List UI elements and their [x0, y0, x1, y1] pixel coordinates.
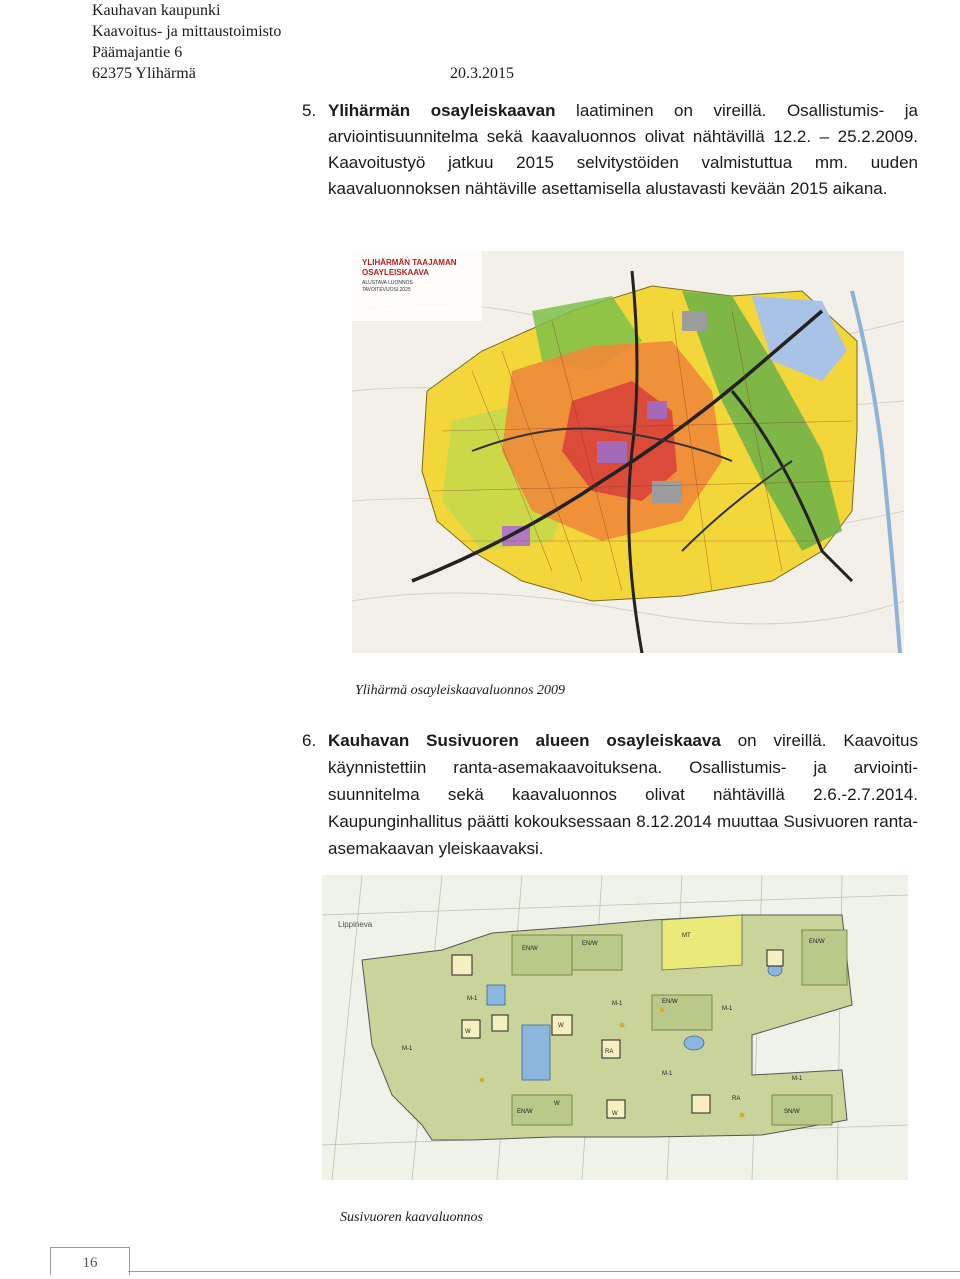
footer-rule: [128, 1271, 960, 1272]
map2-place-label: Lippineva: [338, 920, 373, 929]
yliharma-plan-map: [352, 251, 904, 653]
map1-title-line1: YLIHÄRMÄN TAAJAMAN: [362, 258, 457, 267]
document-date: 20.3.2015: [450, 65, 514, 82]
map2-zone-label: EN/W: [522, 946, 538, 952]
item-6-paragraph: [302, 727, 918, 862]
map2-zone-label: RA: [605, 1049, 614, 1055]
map2-zone-label: M-1: [402, 1046, 413, 1052]
map2-zone-label: W: [558, 1023, 564, 1029]
map2-zone-label: W: [612, 1111, 618, 1117]
map2-zone-label: MT: [682, 933, 691, 939]
map2-zone-label: M-1: [792, 1076, 803, 1082]
map2-zone-label: EN/W: [662, 999, 678, 1005]
map1-subtitle-2: TAVOITEVUOSI 2025: [362, 287, 411, 293]
department: Kaavoitus- ja mittaustoimisto: [92, 23, 282, 40]
letterhead: [92, 0, 514, 84]
map2-zone-label: EN/W: [582, 941, 598, 947]
city-address: 62375 Ylihärmä: [92, 65, 196, 82]
map2-zone-label: EN/W: [517, 1109, 533, 1115]
map2-zone-label: W: [554, 1101, 560, 1107]
map1-subtitle-1: ALUSTAVA LUONNOS: [362, 280, 413, 286]
org-name: Kauhavan kaupunki: [92, 2, 221, 19]
map2-zone-label: EN/W: [809, 939, 825, 945]
map2-zone-label: M-1: [612, 1001, 623, 1007]
item-6-number: 6.: [302, 731, 317, 750]
item-5-title: Ylihärmän osayleiskaavan: [328, 101, 556, 120]
item-5-number: 5.: [302, 101, 317, 120]
map2-zone-label: W: [465, 1029, 471, 1035]
map2-zone-label: SN/W: [784, 1109, 800, 1115]
page-number: 16: [50, 1247, 130, 1275]
susivuori-plan-map: [322, 875, 908, 1180]
item-5-paragraph: [302, 98, 918, 202]
item-5-text: laatiminen on vireillä. Osallistumis- ja arviointisuunnitelma sekä kaavaluonnos olivat nähtävillä 12.2. – 25.2.2009. Kaavoitustyö jatkuu 2015 selvitystöiden valmistuttua mm. uuden kaavaluonnoksen nähtäville asettamisella alustavasti kevään 2015 aikana.: [328, 101, 918, 198]
map2-zone-label: RA: [732, 1096, 741, 1102]
map1-title-line2: OSAYLEISKAAVA: [362, 268, 429, 277]
map2-zone-label: M-1: [662, 1071, 673, 1077]
street-address: Päämajantie 6: [92, 44, 183, 61]
map2-caption: Susivuoren kaavaluonnos: [340, 1210, 483, 1225]
item-6-title: Kauhavan Susivuoren alueen osayleiskaava: [328, 731, 721, 750]
map2-zone-label: M-1: [722, 1006, 733, 1012]
map1-caption: Ylihärmä osayleiskaavaluonnos 2009: [355, 683, 565, 698]
map2-zone-label: M-1: [467, 996, 478, 1002]
item-6-text: on vireillä. Kaavoitus käynnistettiin ranta-asemakaavoituksena. Osallistumis- ja arviointi-suunnitelma sekä kaavaluonnos olivat nähtävillä 2.6.-2.7.2014. Kaupunginhallitus päätti kokouksessaan 8.12.2014 muuttaa Susivuoren ranta-asemakaavan yleiskaavaksi.: [328, 731, 918, 858]
